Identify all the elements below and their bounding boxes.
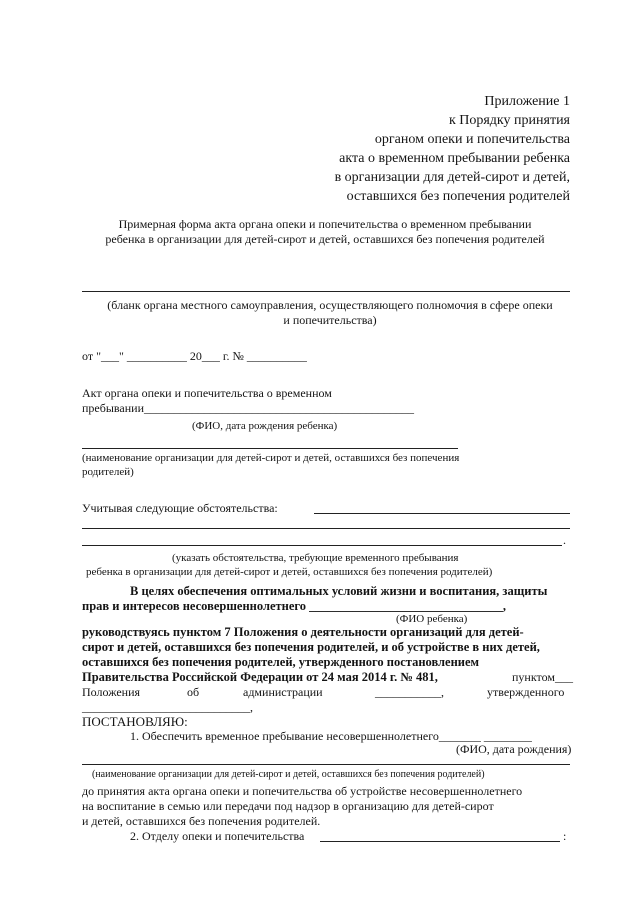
decree-item-1: 1. Обеспечить временное пребывание несовершеннолетнего_______ ________ — [130, 729, 532, 743]
appendix-line-4: акта о временном пребывании ребенка — [339, 151, 570, 166]
organization-caption-line-2: родителей) — [82, 466, 134, 478]
organization-blank-line — [82, 448, 458, 449]
decree-item-2-tail: : — [563, 829, 567, 843]
date-number-line: от "___" __________ 20___ г. № __________ — [82, 349, 307, 363]
main-para-line-3: руководствуясь пунктом 7 Положения о деятельности организаций для детей- — [82, 625, 524, 639]
letterhead-blank-line — [82, 291, 570, 292]
regulation-word-5: утвержденного — [487, 685, 565, 699]
regulation-word-1: Положения — [82, 685, 141, 699]
regulation-word-4: ___________, — [375, 685, 444, 699]
circumstances-blank-line-3 — [82, 545, 562, 546]
appendix-line-5: в организации для детей-сирот и детей, — [334, 170, 570, 185]
regulation-word-3: администрации — [243, 685, 323, 699]
appendix-line-1: Приложение 1 — [484, 94, 570, 109]
act-title-line-2: пребывании_____________________________________________ — [82, 401, 415, 415]
main-para-line-6: Правительства Российской Федерации от 24 мая 2014 г. № 481, — [82, 670, 438, 684]
circumstances-caption-2: ребенка в организации для детей-сирот и детей, оставшихся без попечения родителей) — [86, 566, 493, 578]
appendix-header — [170, 92, 570, 206]
decree-para-line-2: на воспитание в семью или передачи под надзор в организацию для детей-сирот — [82, 799, 494, 813]
decree-para-line-1: до принятия акта органа опеки и попечительства об устройстве несовершеннолетнего — [82, 784, 523, 798]
main-para-line-1: В целях обеспечения оптимальных условий жизни и воспитания, защиты — [130, 584, 548, 598]
decree-organization-blank-line — [82, 764, 570, 765]
letterhead-caption — [70, 298, 590, 328]
letterhead-caption-line-2: и попечительства) — [283, 313, 377, 327]
decree-item-2-blank-line — [320, 841, 560, 842]
main-para-line-4: сирот и детей, оставшихся без попечения родителей, и об устройстве в них детей, — [82, 640, 540, 654]
form-title-line-2: ребенка в организации для детей-сирот и детей, оставшихся без попечения родителей — [105, 232, 545, 246]
circumstances-caption-1: (указать обстоятельства, требующие временного пребывания — [172, 552, 459, 564]
punkt-tail: пунктом___ — [512, 670, 573, 684]
decree-heading: ПОСТАНОВЛЯЮ: — [82, 714, 188, 729]
form-title — [70, 217, 580, 247]
appendix-line-2: к Порядку принятия — [448, 113, 570, 128]
organization-caption — [82, 451, 459, 479]
main-para-line-5: оставшихся без попечения родителей, утвержденного постановлением — [82, 655, 480, 669]
child-fio-caption: (ФИО ребенка) — [396, 613, 468, 625]
main-para-line-2: прав и интересов несовершеннолетнего _______________________________, — [82, 599, 507, 613]
form-title-line-1: Примерная форма акта органа опеки и попечительства о временном пребывании — [118, 217, 532, 231]
decree-item-2: 2. Отделу опеки и попечительства — [130, 829, 305, 843]
organization-caption-line-1: (наименование организации для детей-сирот и детей, оставшихся без попечения — [82, 452, 460, 464]
blank-with-comma: ____________________________, — [82, 700, 253, 714]
appendix-line-3: органом опеки и попечительства — [374, 132, 570, 147]
regulation-word-2: об — [187, 685, 200, 699]
circumstances-period: . — [563, 533, 566, 547]
decree-item-1-caption: (ФИО, дата рождения) — [456, 742, 572, 756]
act-title-caption: (ФИО, дата рождения ребенка) — [192, 420, 338, 432]
letterhead-caption-line-1: (бланк органа местного самоуправления, осуществляющего полномочия в сфере опеки — [107, 298, 553, 312]
circumstances-blank-line-1 — [314, 513, 570, 514]
circumstances-blank-line-2 — [82, 528, 570, 529]
appendix-line-6: оставшихся без попечения родителей — [346, 189, 570, 204]
act-title-line-1: Акт органа опеки и попечительства о временном — [82, 386, 332, 400]
circumstances-label: Учитывая следующие обстоятельства: — [82, 501, 278, 515]
decree-organization-caption: (наименование организации для детей-сирот и детей, оставшихся без попечения родителей) — [92, 769, 485, 780]
decree-para-line-3: и детей, оставшихся без попечения родителей. — [82, 814, 321, 828]
